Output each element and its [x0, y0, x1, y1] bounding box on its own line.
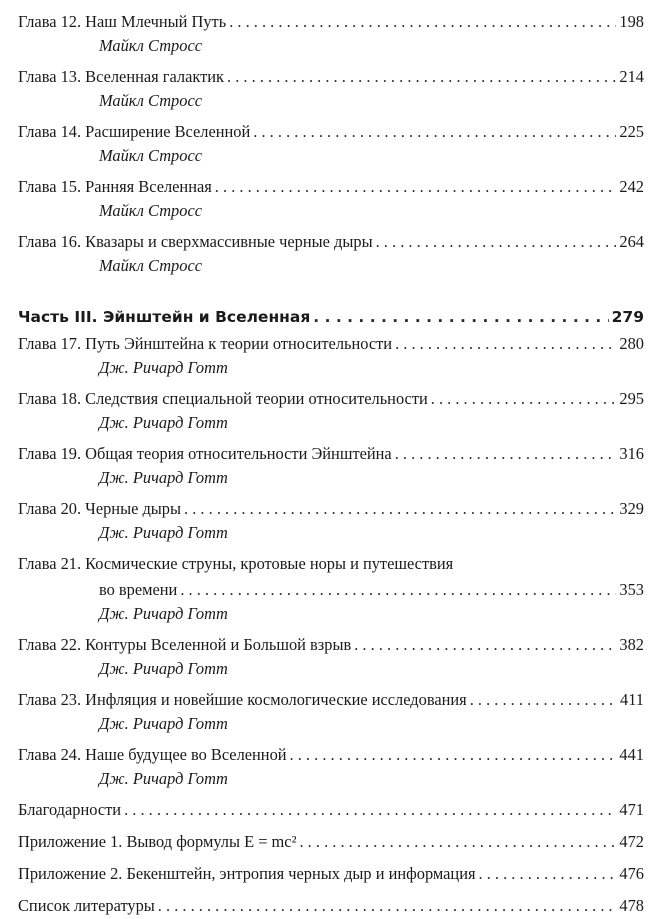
section-title: Благодарности	[18, 800, 122, 819]
chapter-title: Глава 22. Контуры Вселенной и Большой взрыв	[18, 635, 352, 654]
page-number: 198	[619, 12, 644, 31]
chapter-author: Дж. Ричард Готт	[99, 523, 228, 542]
page-number: 242	[619, 177, 644, 196]
page-number: 353	[619, 580, 644, 599]
toc-entry-appendix-1[interactable]	[18, 829, 644, 855]
dot-leader	[215, 174, 617, 200]
toc-entry-ch12[interactable]	[18, 9, 644, 57]
toc-entry-ch18[interactable]	[18, 386, 644, 434]
chapter-title-line1: Глава 21. Космические струны, кротовые норы и путешествия	[18, 554, 454, 573]
dot-leader	[158, 893, 617, 919]
toc-entry-ch15[interactable]	[18, 174, 644, 222]
chapter-author: Майкл Стросс	[99, 201, 202, 220]
toc-entry-ch13[interactable]	[18, 64, 644, 112]
toc-entry-ch17[interactable]	[18, 331, 644, 379]
toc-entry-bibliography[interactable]	[18, 893, 644, 919]
page-number: 295	[619, 389, 644, 408]
dot-leader	[124, 797, 616, 823]
chapter-title: Глава 18. Следствия специальной теории относительности	[18, 389, 428, 408]
toc-entry-ch19[interactable]	[18, 441, 644, 489]
table-of-contents	[18, 9, 644, 919]
section-title: Приложение 2. Бекенштейн, энтропия черных дыр и информация	[18, 864, 476, 883]
page-number: 476	[619, 864, 644, 883]
toc-entry-appendix-2[interactable]	[18, 861, 644, 887]
dot-leader	[431, 386, 617, 412]
toc-entry-ch16[interactable]	[18, 229, 644, 277]
page-number: 382	[619, 635, 644, 654]
toc-part-3[interactable]	[18, 303, 644, 331]
chapter-author: Дж. Ричард Готт	[99, 659, 228, 678]
page-number: 478	[619, 896, 644, 915]
chapter-title: Глава 20. Черные дыры	[18, 499, 182, 518]
toc-entry-acknowledgements[interactable]	[18, 797, 644, 823]
dot-leader	[376, 229, 617, 255]
dot-leader	[180, 577, 616, 603]
page-number: 329	[619, 499, 644, 518]
dot-leader	[299, 829, 616, 855]
page-number: 264	[619, 232, 644, 251]
dot-leader	[479, 861, 617, 887]
chapter-title: Глава 23. Инфляция и новейшие космологические исследования	[18, 690, 467, 709]
dot-leader	[395, 441, 617, 467]
page-number: 279	[611, 308, 644, 326]
chapter-title: Глава 19. Общая теория относительности Эйнштейна	[18, 444, 392, 463]
chapter-author: Майкл Стросс	[99, 91, 202, 110]
chapter-title: Глава 24. Наше будущее во Вселенной	[18, 745, 287, 764]
chapter-author: Майкл Стросс	[99, 36, 202, 55]
page-number: 472	[619, 832, 644, 851]
chapter-author: Дж. Ричард Готт	[99, 604, 228, 623]
chapter-title: Глава 14. Расширение Вселенной	[18, 122, 251, 141]
chapter-author: Дж. Ричард Готт	[99, 413, 228, 432]
dot-leader	[354, 632, 616, 658]
chapter-author: Дж. Ричард Готт	[99, 358, 228, 377]
toc-entry-ch23[interactable]	[18, 687, 644, 735]
chapter-author: Майкл Стросс	[99, 256, 202, 275]
toc-entry-ch14[interactable]	[18, 119, 644, 167]
page-number: 225	[619, 122, 644, 141]
chapter-author: Дж. Ричард Готт	[99, 714, 228, 733]
chapter-title: Глава 16. Квазары и сверхмассивные черные дыры	[18, 232, 373, 251]
chapter-title-line2: во времени	[99, 580, 178, 599]
section-title: Приложение 1. Вывод формулы E = mc²	[18, 832, 297, 851]
page-number: 471	[619, 800, 644, 819]
page-number: 316	[619, 444, 644, 463]
dot-leader	[395, 331, 616, 357]
toc-entry-ch21[interactable]	[18, 551, 644, 625]
chapter-title: Глава 15. Ранняя Вселенная	[18, 177, 212, 196]
page-number: 411	[620, 690, 644, 709]
chapter-author: Майкл Стросс	[99, 146, 202, 165]
page-number: 214	[619, 67, 644, 86]
chapter-author: Дж. Ричард Готт	[99, 769, 228, 788]
chapter-title: Глава 17. Путь Эйнштейна к теории относительности	[18, 334, 393, 353]
dot-leader	[290, 742, 617, 768]
page-number: 441	[619, 745, 644, 764]
dot-leader	[184, 496, 616, 522]
dot-leader	[470, 687, 617, 713]
chapter-title: Глава 13. Вселенная галактик	[18, 67, 225, 86]
dot-leader	[229, 9, 616, 35]
toc-entry-ch24[interactable]	[18, 742, 644, 790]
toc-entry-ch20[interactable]	[18, 496, 644, 544]
page-number: 280	[619, 334, 644, 353]
dot-leader	[313, 303, 608, 331]
section-title: Список литературы	[18, 896, 155, 915]
chapter-author: Дж. Ричард Готт	[99, 468, 228, 487]
dot-leader	[253, 119, 616, 145]
chapter-title: Глава 12. Наш Млечный Путь	[18, 12, 227, 31]
part-title: Часть III. Эйнштейн и Вселенная	[18, 308, 311, 326]
dot-leader	[227, 64, 616, 90]
toc-entry-ch22[interactable]	[18, 632, 644, 680]
